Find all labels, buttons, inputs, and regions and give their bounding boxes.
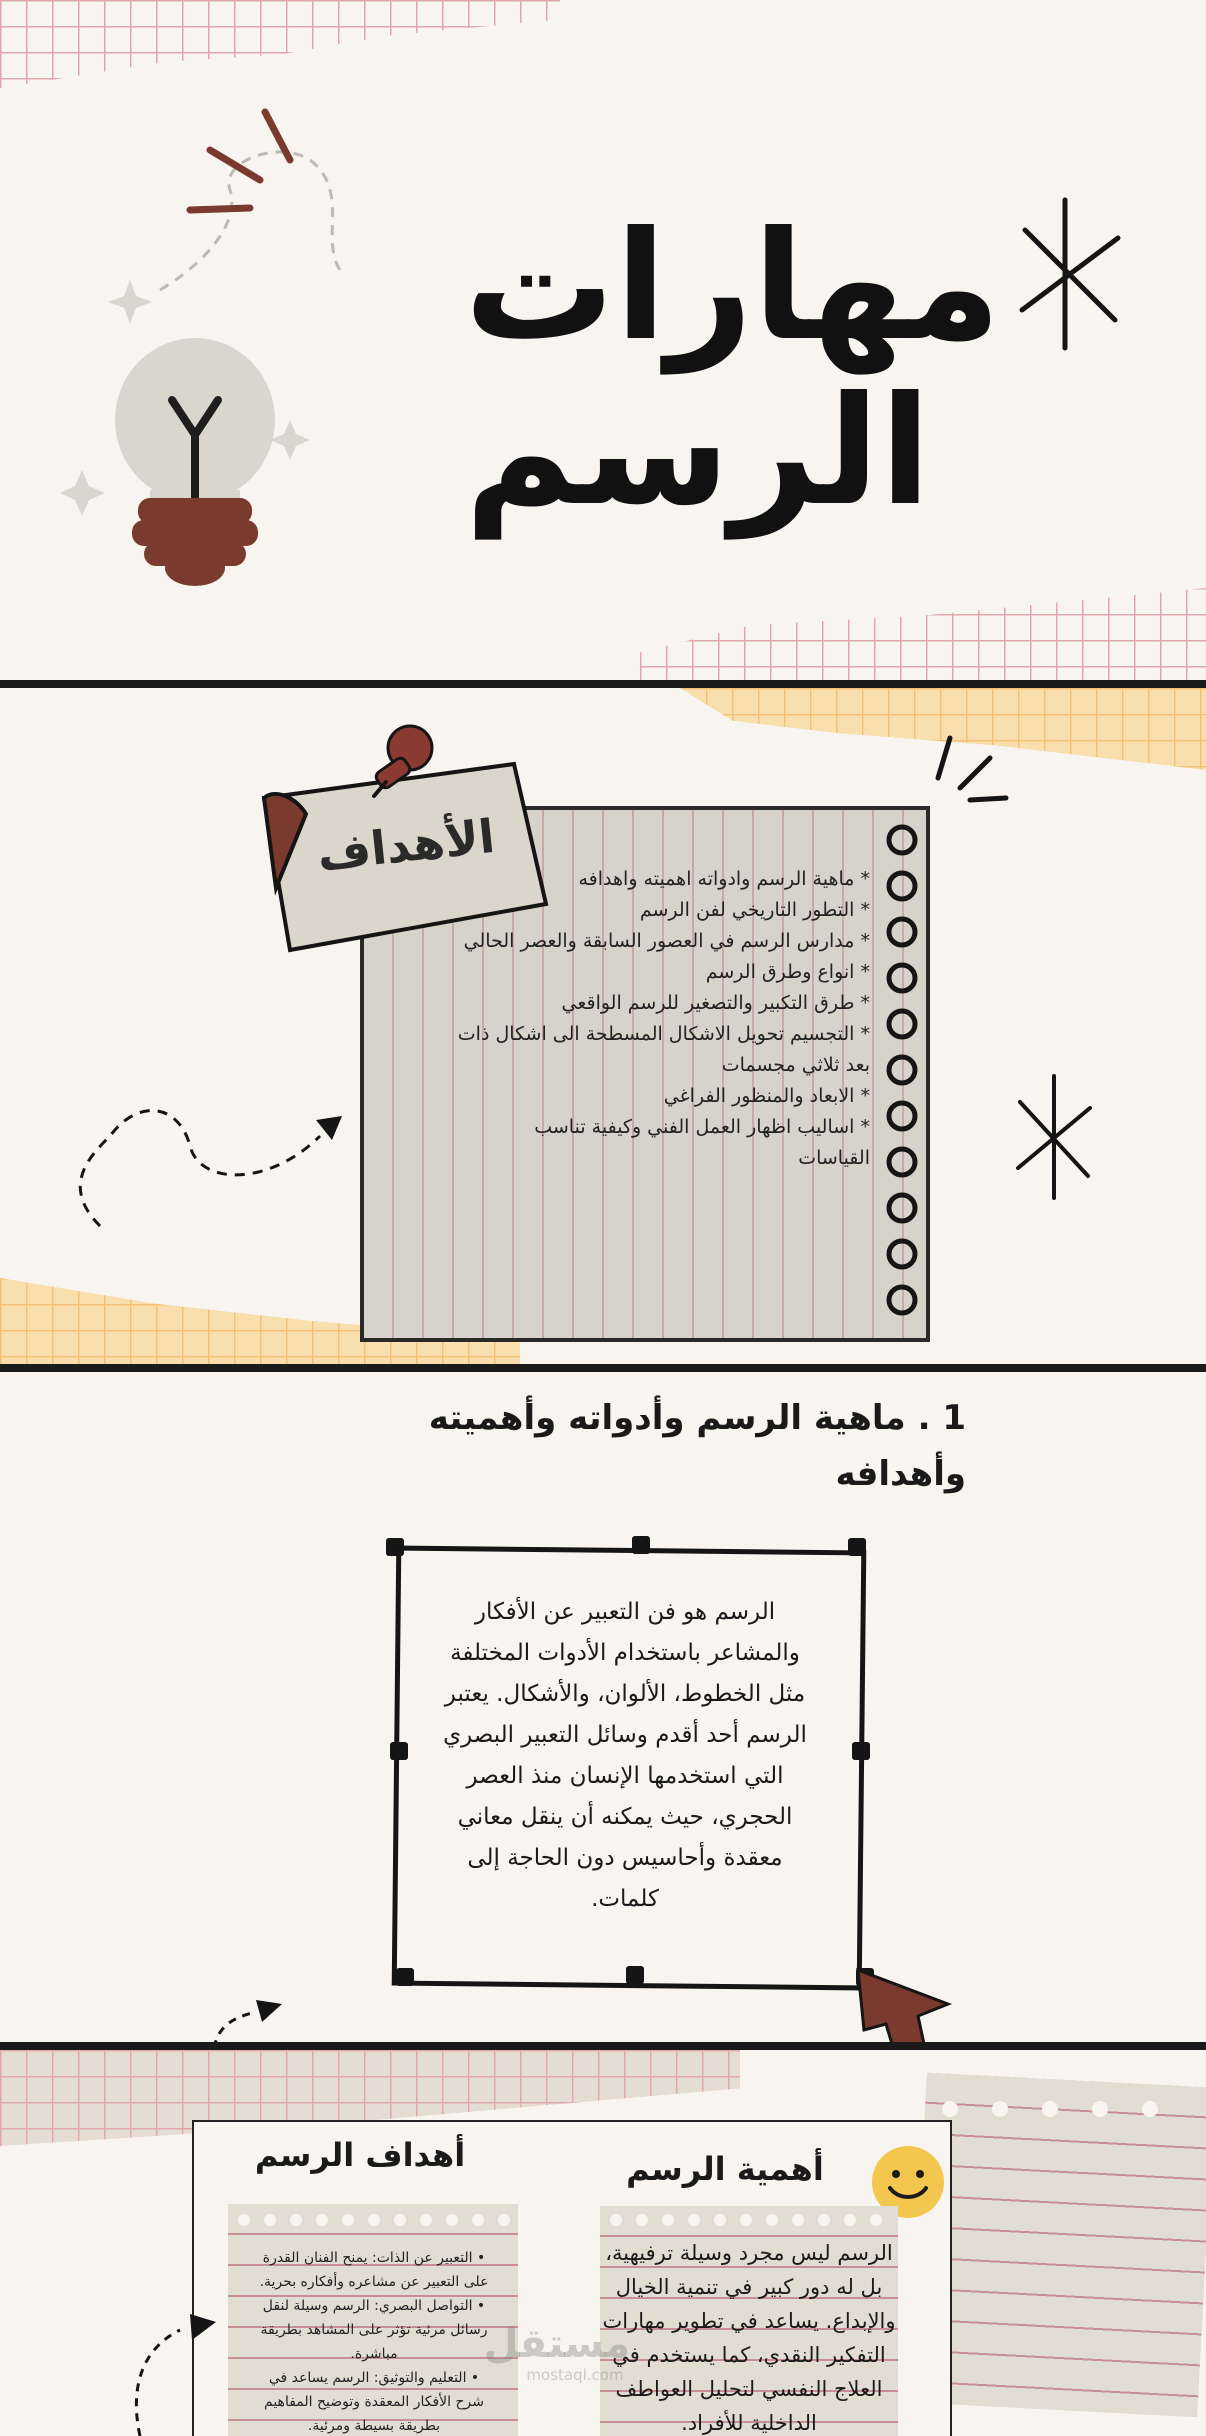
paragraph-line: كلمات.: [591, 1886, 659, 1912]
list-item: • التعبير عن الذات: يمنح الفنان القدرة: [262, 2250, 486, 2266]
slide-importance: [0, 2050, 1206, 2436]
grid-patch-bottom-right: [640, 588, 1206, 680]
dashed-arrow-icon: [200, 1988, 300, 2042]
importance-title: أهمية الرسم: [626, 2150, 824, 2188]
paragraph-line: بل له دور كبير في تنمية الخيال: [615, 2275, 883, 2299]
list-item: * انواع وطرق الرسم: [705, 961, 870, 983]
asterisk-icon: [1010, 190, 1130, 360]
list-item: رسائل مرئية تؤثر على المشاهد بطريقة: [260, 2322, 488, 2338]
frame-node: [848, 1538, 866, 1556]
pushpin-icon: [360, 718, 450, 808]
list-item: * التجسيم تحويل الاشكال المسطحة الى اشكال ذات: [457, 1023, 870, 1045]
paragraph-line: الرسم ليس مجرد وسيلة ترفيهية،: [605, 2241, 893, 2265]
importance-paragraph: [600, 2236, 898, 2436]
frame-node: [386, 1538, 404, 1556]
dashed-arrow-icon: [120, 2250, 230, 2436]
list-item: * ماهية الرسم وادواته اهميته واهدافه: [578, 868, 870, 890]
slide-definition: [0, 1372, 1206, 2042]
list-item: * اساليب اظهار العمل الفني وكيفية تناسب: [534, 1116, 870, 1138]
watermark-logo: مستقل: [483, 2321, 630, 2367]
heading-line-2: وأهدافه: [835, 1454, 966, 1494]
notepad-holes: [232, 2210, 518, 2230]
goals-label: الأهداف: [314, 808, 498, 882]
notepad-holes: [604, 2210, 896, 2230]
spark-lines-icon: [920, 728, 1020, 818]
notepad-holes: [930, 2094, 1200, 2124]
heading-line-1: 1 . ماهية الرسم وأدواته وأهميته: [428, 1398, 966, 1438]
paragraph-line: مثل الخطوط، الألوان، والأشكال. يعتبر: [444, 1681, 806, 1707]
list-item: بعد ثلاثي مجسمات: [721, 1054, 870, 1076]
paragraph-line: معقدة وأحاسيس دون الحاجة إلى: [467, 1845, 783, 1871]
title-line-2: الرسم: [464, 365, 931, 539]
spiral-rings: [880, 808, 940, 1328]
watermark-url: mostaql.com: [526, 2366, 624, 2384]
page-title: [441, 200, 1001, 539]
paragraph-line: الرسم هو فن التعبير عن الأفكار: [474, 1599, 776, 1625]
notepad-decoration: [910, 2073, 1206, 2418]
list-item: * طرق التكبير والتصغير للرسم الواقعي: [561, 992, 870, 1014]
paragraph-line: والمشاعر باستخدام الأدوات المختلفة: [450, 1640, 800, 1666]
paragraph-line: العلاج النفسي لتحليل العواطف: [615, 2377, 883, 2401]
list-item: • التعليم والتوثيق: الرسم يساعد في: [268, 2370, 480, 2386]
paragraph-line: الحجري، حيث يمكنه أن ينقل معاني: [457, 1804, 793, 1830]
frame-node: [390, 1742, 408, 1760]
lightbulb-icon: [60, 100, 420, 590]
frame-node: [632, 1536, 650, 1554]
section-heading: [366, 1390, 966, 1502]
paragraph-line: التي استخدمها الإنسان منذ العصر: [466, 1763, 784, 1789]
paragraph-line: الداخلية للأفراد.: [681, 2411, 817, 2435]
list-item: * التطور التاريخي لفن الرسم: [639, 899, 870, 921]
definition-paragraph: [420, 1592, 830, 1920]
watermark: [483, 2321, 630, 2384]
list-item: بطريقة بسيطة ومرئية.: [307, 2418, 441, 2434]
grid-patch-top-left: [0, 0, 560, 88]
title-line-1: مهارات: [464, 200, 1001, 374]
goals-title: أهداف الرسم: [254, 2136, 466, 2174]
frame-node: [852, 1742, 870, 1760]
frame-node: [626, 1966, 644, 1984]
list-item: * الابعاد والمنظور الفراغي: [663, 1085, 870, 1107]
list-item: • التواصل البصري: الرسم وسيلة لنقل: [262, 2298, 486, 2314]
paragraph-line: الرسم أحد أقدم وسائل التعبير البصري: [443, 1722, 807, 1748]
slide-title: [0, 0, 1206, 680]
frame-node: [396, 1968, 414, 1986]
goals-list: [236, 2246, 512, 2436]
list-item: القياسات: [798, 1147, 870, 1169]
list-item: مباشرة.: [350, 2346, 398, 2362]
list-item: * مدارس الرسم في العصور السابقة والعصر الحالي: [463, 930, 870, 952]
dashed-arrow-icon: [70, 1036, 360, 1236]
asterisk-icon: [1010, 1068, 1100, 1208]
paragraph-line: والإبداع. يساعد في تطوير مهارات: [602, 2309, 896, 2333]
slide-goals: [0, 688, 1206, 1364]
list-item: على التعبير عن مشاعره وأفكاره بحرية.: [259, 2274, 489, 2290]
paragraph-line: التفكير النقدي، كما يستخدم في: [612, 2343, 886, 2367]
list-item: شرح الأفكار المعقدة وتوضيح المفاهيم: [264, 2394, 484, 2410]
cursor-pointer-icon: [848, 1964, 958, 2042]
